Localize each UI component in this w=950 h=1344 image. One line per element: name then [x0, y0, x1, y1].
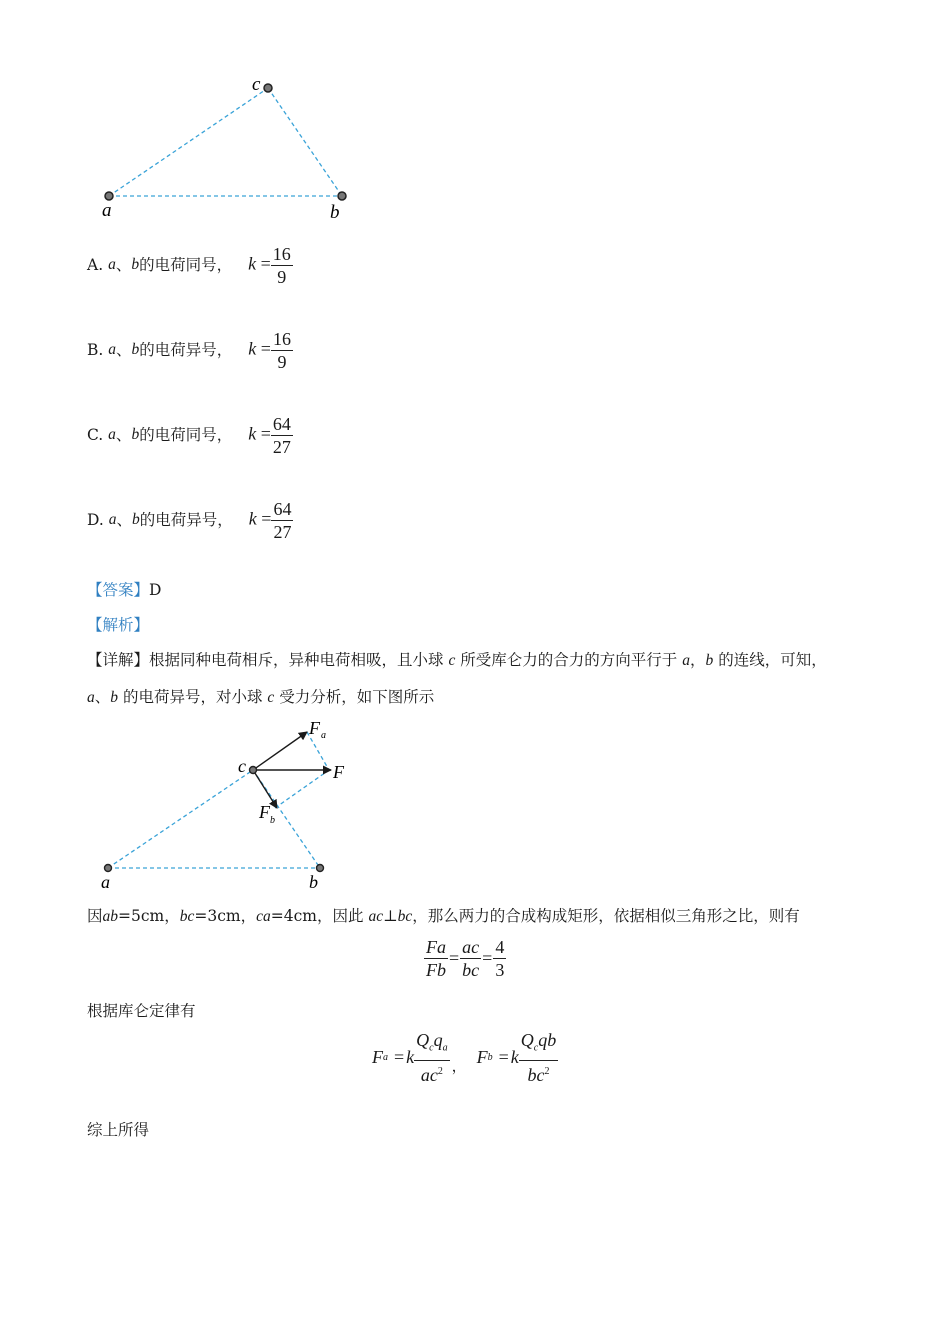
label-a: a	[102, 200, 112, 221]
option-b-formula: k = $\frac{16}{9}$	[248, 328, 291, 372]
reason-line: 因ab=5cm，bc=3cm，ca=4cm，因此 ac⊥bc，那么两力的合成构成矩形，依据相似三角形之比，则有	[87, 907, 800, 925]
force-diagram	[95, 712, 365, 897]
charge-c	[250, 767, 257, 774]
dashed-edge-ac	[108, 770, 253, 868]
charge-a	[105, 865, 112, 872]
charge-b	[317, 865, 324, 872]
ratio-equation: $\frac{Fa}{Fb}$ = $\frac{ac}{bc}$ = $\frac{4}{3}$	[426, 937, 505, 980]
charge-b	[338, 192, 346, 200]
analysis-line	[87, 615, 149, 635]
answer-value: D	[149, 581, 162, 599]
summary-text: 综上所得	[87, 1121, 150, 1139]
coulomb-text: 根据库仑定律有	[87, 1002, 196, 1020]
option-c-formula: k = $\frac{64}{27}$	[248, 413, 291, 457]
label-fb-sub: b	[270, 815, 275, 826]
option-b: B. a 、 b 的电荷异号， k = $\frac{16}{9}$	[87, 328, 291, 372]
label-fa: F	[309, 718, 320, 738]
answer-label: 【答案】	[87, 581, 150, 599]
label-fb: F	[259, 802, 270, 822]
option-d-formula: k = $\frac{64}{27}$	[248, 498, 292, 542]
option-d: D. a 、 b 的电荷异号， k = $\frac{64}{27}$	[87, 498, 292, 542]
label-b: b	[309, 872, 318, 892]
dashed-edge-cb	[268, 88, 342, 196]
coulomb-equation: F a = k $\frac{Q_cq_a}{ac^2}$ ， F b = k $\frac{Q_cqb}{bc^2}$	[372, 1030, 557, 1085]
answer-line	[87, 580, 161, 600]
dashed-edge-ac	[109, 88, 268, 196]
detail-line-1: 【详解】根据同种电荷相斥，异种电荷相吸，且小球 c 所受库仑力的合力的方向平行于 a，b 的连线，可知，	[87, 651, 827, 669]
option-a: A. a 、 b 的电荷同号， k = $\frac{16}{9}$	[87, 243, 291, 287]
label-f: F	[333, 762, 344, 782]
triangle-figure	[95, 70, 365, 230]
force-fa-arrow	[253, 732, 307, 770]
label-c: c	[252, 74, 261, 95]
label-a: a	[101, 872, 110, 892]
label-c: c	[238, 756, 246, 776]
detail-line-2: a、b 的电荷异号，对小球 c 受力分析，如下图所示	[87, 688, 435, 706]
option-c: C. a 、 b 的电荷同号， k = $\frac{64}{27}$	[87, 413, 291, 457]
dashed-rect-fb-f	[275, 770, 329, 808]
charge-c	[264, 84, 272, 92]
label-b: b	[330, 202, 340, 223]
label-fa-sub: a	[321, 730, 326, 741]
option-a-formula: k = $\frac{16}{9}$	[248, 243, 291, 287]
detail-label: 【详解】	[87, 651, 150, 669]
analysis-label: 【解析】	[87, 616, 150, 634]
charge-a	[105, 192, 113, 200]
